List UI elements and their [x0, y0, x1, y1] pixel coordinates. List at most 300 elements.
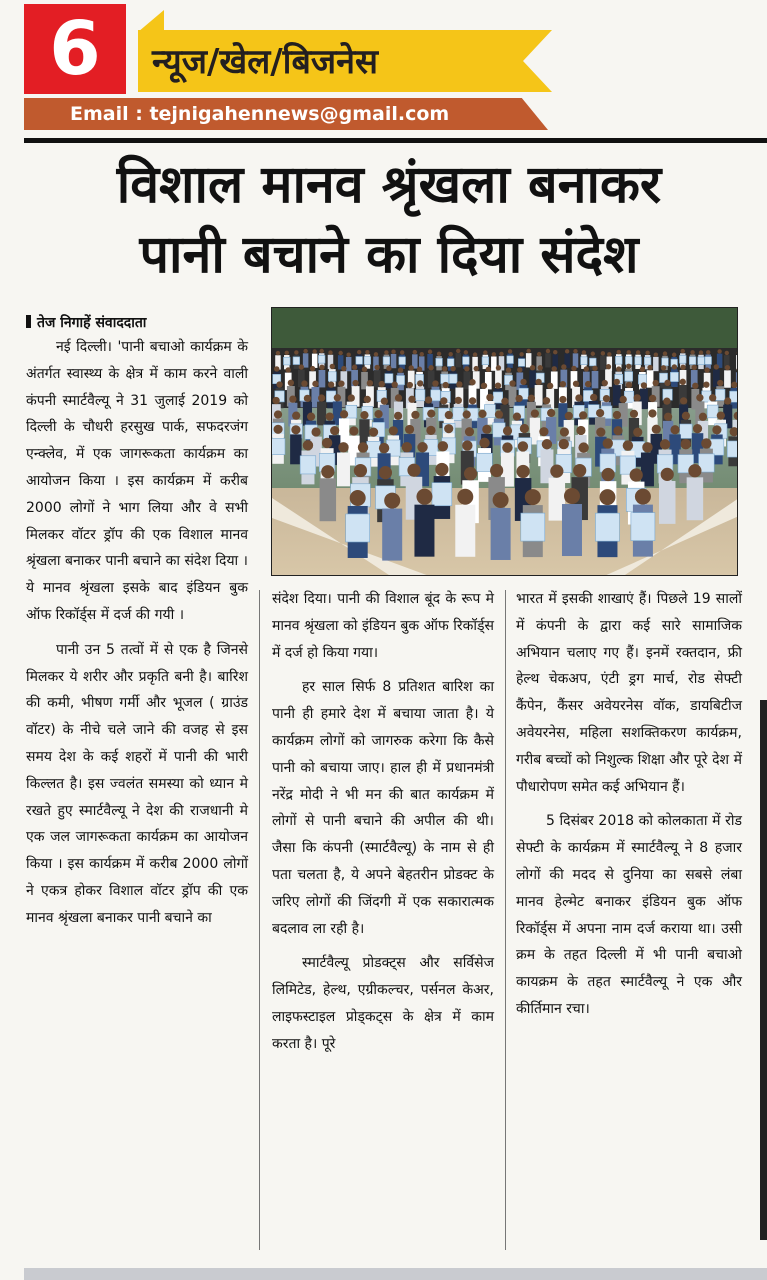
crowd-head [664, 380, 670, 386]
crowd-head [560, 427, 569, 436]
crowd-person [562, 504, 582, 556]
crowd-head [384, 350, 388, 354]
crowd-head [348, 394, 355, 401]
crowd-head [516, 395, 523, 402]
crowd-head [413, 350, 417, 354]
email-text: Email : tejnigahennews@gmail.com [70, 103, 450, 125]
crowd-head [681, 349, 685, 353]
crowd-person [337, 453, 350, 487]
paragraph: पानी उन 5 तत्वों में से एक है जिनसे मिलकर ये शरीर और प्रकृति बनी है। बारिश की कमी, भीषण गर्मी और भूजल ( ग्राउंड वॉटर) के नीचे चले जाने की वजह से इस समय देश के कई शहरों में पानी की भारी किल्लत है। इस ज्वलंत समस्या को ध्यान मे रखते हुए स्मार्टवैल्यू ने देश की राजधानी मे एक जल जागरूकता कार्यक्रम का आयोजन किया । इस कार्यक्रम में करीब 2000 लोगों ने एकत्र होकर विशाल वॉटर ड्रॉप की एक मानव श्रृंखला बनाकर पानी बचाने का [26, 641, 248, 926]
crowd-head [341, 366, 346, 371]
crowd-head [578, 442, 588, 452]
crowd-head [712, 425, 721, 434]
water-drop-placard [644, 357, 651, 365]
crowd-head [576, 426, 585, 435]
crowd-head [596, 409, 604, 417]
water-drop-placard [385, 374, 393, 383]
crowd-head [299, 364, 304, 369]
water-drop-placard [482, 357, 489, 365]
crowd-head [596, 428, 605, 437]
crowd-head [704, 367, 709, 372]
crowd-head [699, 413, 707, 421]
crowd-head [340, 410, 348, 418]
article-column-1 [26, 334, 248, 1249]
crowd-head [483, 350, 487, 354]
crowd-head [681, 439, 691, 449]
water-drop-placard [705, 357, 712, 365]
crowd-head [528, 395, 535, 402]
page-edge [760, 700, 767, 1240]
headline-line-1: विशाल मानव श्रृंखला बनाकर [116, 155, 662, 215]
paragraph: भारत में इसकी शाखाएं हैं। पिछले 19 सालों में कंपनी के द्वारा कई सारे सामाजिक अभियान चलाए गए हैं। इनमें रक्तदान, फ्री हेल्थ चेकअप, एंटी ड्रग मार्च, रोड सेफ्टी कैंपेन, कैंसर अवेयरनेस वॉक, डायबिटीज अवेयरनेस, महिला सशक्तिकरण कार्यक्रम, गरीब बच्चों को निशुल्क शिक्षा और पूरे देश में पौधारोपण समेत कई अभियान हैं। [516, 591, 742, 795]
news-photo [271, 307, 738, 576]
crowd-head [273, 425, 282, 434]
water-drop-placard [431, 390, 440, 401]
crowd-head [369, 428, 378, 437]
crowd-head [696, 394, 703, 401]
crowd-head [464, 467, 477, 480]
crowd-head [420, 352, 424, 356]
crowd-head [362, 367, 367, 372]
crowd-head [645, 351, 649, 355]
crowd-head [432, 380, 438, 386]
crowd-head [601, 351, 605, 355]
water-drop-placard [662, 358, 669, 366]
crowd-head [449, 352, 453, 356]
water-drop-placard [716, 389, 725, 400]
crowd-head [495, 382, 501, 388]
crowd-head [714, 364, 719, 369]
water-drop-placard [631, 513, 655, 541]
crowd-head [634, 394, 641, 401]
crowd-head [354, 464, 367, 477]
crowd-head [426, 426, 435, 435]
crowd-head [602, 468, 615, 481]
water-drop-placard [635, 357, 642, 365]
crowd-head [547, 409, 555, 417]
crowd-head [520, 424, 529, 433]
crowd-head [374, 410, 382, 418]
bottom-band [24, 1268, 767, 1280]
crowd-head [288, 380, 294, 386]
crowd-head [440, 397, 447, 404]
water-drop-placard [300, 456, 316, 474]
headline [24, 150, 754, 290]
crowd-head [394, 412, 402, 420]
section-title: न्यूज/खेल/बिजनेस [152, 42, 378, 82]
crowd-head [303, 440, 313, 450]
water-drop-placard [447, 359, 454, 367]
crowd-head [706, 350, 710, 354]
crowd-person [736, 355, 738, 369]
crowd-head [321, 465, 334, 478]
crowd-head [603, 395, 610, 402]
crowd-person [653, 357, 659, 371]
crowd-person [391, 354, 397, 368]
water-drop-placard [590, 358, 597, 366]
crowd-head [285, 351, 289, 355]
crowd-head [672, 364, 677, 369]
crowd-head [455, 397, 462, 404]
crowd-head [573, 349, 577, 353]
crowd-head [408, 396, 415, 403]
crowd-head [444, 424, 453, 433]
crowd-head [553, 350, 557, 354]
crowd-head [699, 350, 703, 354]
crowd-head [648, 409, 656, 417]
crowd-head [486, 367, 491, 372]
water-drop-placard [670, 372, 678, 381]
crowd-person [647, 370, 654, 387]
crowd-head [627, 350, 631, 354]
crowd-head [579, 411, 587, 419]
crowd-head [731, 382, 737, 388]
crowd-head [473, 352, 477, 356]
crowd-head [575, 394, 582, 401]
crowd-head [294, 350, 298, 354]
water-drop-placard [727, 441, 738, 457]
crowd-head [379, 466, 392, 479]
crowd-head [582, 350, 586, 354]
crowd-head [495, 410, 503, 418]
water-drop-placard [477, 453, 493, 471]
crowd-head [692, 383, 698, 389]
crowd-head [613, 426, 622, 435]
crowd-head [701, 438, 711, 448]
crowd-head [338, 442, 348, 452]
crowd-head [688, 464, 701, 477]
article-column-2 [272, 586, 494, 1254]
crowd-head [630, 468, 643, 481]
crowd-person [526, 353, 532, 367]
crowd-person [382, 509, 402, 561]
crowd-head [462, 440, 472, 450]
crowd-head [486, 394, 493, 401]
crowd-head [490, 464, 503, 477]
crowd-head [501, 398, 508, 405]
crowd-person [613, 385, 621, 406]
crowd-head [428, 350, 432, 354]
water-drop-placard [397, 375, 405, 384]
crowd-head [286, 367, 291, 372]
crowd-head [561, 364, 566, 369]
crowd-head [653, 380, 659, 386]
crowd-person [414, 505, 434, 557]
crowd-head [539, 427, 548, 436]
water-drop-placard [680, 424, 692, 438]
crowd-head [349, 426, 358, 435]
crowd-head [663, 397, 670, 404]
water-drop-placard [356, 357, 363, 365]
paragraph: संदेश दिया। पानी की विशाल बूंद के रूप मे मानव श्रृंखला को इंडियन बुक ऑफ रिकॉर्ड्स में दर्ज हो किया गया। [272, 591, 494, 661]
crowd-head [654, 352, 658, 356]
crowd-head [559, 396, 566, 403]
crowd-head [550, 465, 563, 478]
crowd-head [367, 380, 373, 386]
crowd-person [320, 478, 337, 521]
crowd-head [416, 489, 432, 505]
crowd-head [474, 366, 479, 371]
crowd-head [301, 380, 307, 386]
water-drop-placard [698, 357, 705, 365]
crowd-head [526, 349, 530, 353]
crowd-head [311, 427, 320, 436]
crowd-head [374, 352, 378, 356]
crowd-head [584, 366, 589, 371]
crowd-head [560, 381, 566, 387]
water-drop-placard [328, 372, 336, 381]
crowd-head [565, 349, 569, 353]
paragraph: 5 दिसंबर 2018 को कोलकाता में रोड सेफ्टी के कार्यक्रम में स्मार्टवैल्यू ने 8 हजार लोगों की मदद से दुनिया का सबसे लंबा मानव हेल्मेट बनाकर इंडियन बुक ऑफ रिकॉर्ड्स में अपना नाम दर्ज कराया था। उसी क्रम के तहत दिल्ली में भी पानी बचाओ कायक्रम के तहत स्मार्टवैल्यू ने एक और कीर्तिमान रचा। [516, 813, 742, 1017]
crowd-head [717, 380, 723, 386]
crowd-head [564, 488, 580, 504]
water-drop-placard [679, 356, 686, 364]
crowd-photo-illustration [272, 308, 738, 576]
crowd-head [312, 381, 318, 387]
crowd-head [352, 365, 357, 370]
byline-text: तेज निगाहें संवाददाता [37, 315, 147, 331]
crowd-head [400, 350, 404, 354]
crowd-head [502, 442, 512, 452]
crowd-head [417, 367, 422, 372]
crowd-head [725, 365, 730, 370]
crowd-head [417, 380, 423, 386]
crowd-head [442, 366, 447, 371]
paragraph: नई दिल्ली। 'पानी बचाओ कार्यक्रम के अंतर्गत स्वास्थ्य के क्षेत्र में काम करने वाली कंपनी स्मार्टवैल्यू ने 31 जुलाई 2019 को दिल्ली के चौधरी हरसुख पार्क, सफदरजंग एन्क्लेव, में एक जागरूकता कार्यक्रम का आयोजन किया । इस कार्यक्रम में करीब 2000 लोगों ने भाग लिया और वे सभी मिलकर वॉटर ड्रॉप की एक विशाल मानव श्रृंखला बनाकर पानी बचाने का संदेश दिया । ये मानव श्रृंखला इसके बाद इंडियन बुक ऑफ रिकॉर्ड्स में दर्ज की गयी । [26, 339, 248, 623]
crowd-head [538, 365, 543, 370]
crowd-head [599, 489, 615, 505]
water-drop-placard [415, 390, 424, 401]
crowd-head [690, 350, 694, 354]
water-drop-placard [625, 357, 632, 365]
crowd-head [352, 380, 358, 386]
water-drop-placard [318, 355, 325, 363]
water-drop-placard [436, 358, 443, 366]
crowd-head [469, 397, 476, 404]
crowd-head [276, 381, 282, 387]
crowd-head [506, 367, 511, 372]
crowd-head [338, 351, 342, 355]
crowd-head [518, 441, 528, 451]
crowd-head [663, 351, 667, 355]
crowd-head [559, 439, 569, 449]
crowd-head [607, 352, 611, 356]
crowd-head [546, 349, 550, 353]
crowd-head [276, 351, 280, 355]
crowd-head [692, 365, 697, 370]
crowd-head [457, 489, 473, 505]
crowd-head [664, 413, 672, 421]
crowd-head [543, 397, 550, 404]
crowd-head [670, 425, 679, 434]
crowd-head [411, 411, 419, 419]
crowd-head [273, 397, 280, 404]
crowd-head [620, 396, 627, 403]
crowd-head [381, 398, 388, 405]
crowd-head [312, 349, 316, 353]
crowd-head [346, 353, 350, 357]
crowd-head [613, 411, 621, 419]
crowd-head [303, 349, 307, 353]
crowd-head [379, 443, 389, 453]
crowd-head [318, 394, 325, 401]
crowd-head [478, 410, 486, 418]
crowd-head [519, 352, 523, 356]
crowd-head [463, 410, 471, 418]
water-drop-placard [689, 357, 696, 365]
crowd-person [600, 356, 606, 370]
page-number: 6 [24, 4, 126, 94]
crowd-head [405, 425, 414, 434]
water-drop-placard [625, 372, 633, 381]
crowd-head [626, 382, 632, 388]
crowd-head [503, 426, 512, 435]
water-drop-placard [463, 357, 470, 365]
water-drop-placard [449, 374, 457, 383]
crowd-head [652, 425, 661, 434]
crowd-head [535, 379, 541, 385]
crowd-head [319, 365, 324, 370]
crowd-head [660, 439, 670, 449]
crowd-head [552, 366, 557, 371]
water-drop-placard [518, 359, 525, 367]
crowd-head [717, 349, 721, 353]
crowd-head [391, 349, 395, 353]
crowd-head [602, 380, 608, 386]
crowd-head [725, 351, 729, 355]
crowd-head [395, 394, 402, 401]
crowd-head [649, 395, 656, 402]
crowd-person [592, 371, 599, 388]
crowd-head [328, 350, 332, 354]
crowd-head [445, 411, 453, 419]
crowd-head [626, 364, 631, 369]
crowd-head [703, 381, 709, 387]
crowd-head [479, 438, 489, 448]
crowd-person [339, 418, 349, 445]
crowd-head [407, 382, 413, 388]
crowd-head [428, 365, 433, 370]
crowd-head [630, 410, 638, 418]
crowd-head [425, 396, 432, 403]
crowd-head [330, 364, 335, 369]
crowd-head [304, 395, 311, 402]
crowd-head [469, 379, 475, 385]
crowd-head [482, 425, 491, 434]
crowd-head [450, 366, 455, 371]
byline-marker [26, 315, 31, 328]
crowd-head [585, 381, 591, 387]
crowd-head [508, 349, 512, 353]
crowd-head [310, 366, 315, 371]
crowd-head [614, 379, 620, 385]
crowd-head [389, 426, 398, 435]
crowd-head [464, 350, 468, 354]
crowd-head [640, 367, 645, 372]
crowd-head [661, 468, 674, 481]
crowd-person [641, 453, 654, 487]
crowd-head [709, 394, 716, 401]
crowd-head [693, 424, 702, 433]
water-drop-placard [707, 405, 718, 418]
crowd-person [491, 508, 511, 560]
crowd-head [384, 493, 400, 509]
crowd-head [672, 353, 676, 357]
paragraph: हर साल सिर्फ 8 प्रतिशत बारिश का पानी ही हमारे देश में बचाया जाता है। ये कार्यक्रम लोगों को जागरुक करेगा कि कैसे पानी को बचाया जाए। हाल ही में प्रधानमंत्री नरेंद्र मोदी ने भी मन की बात कार्यक्रम में लोगों से पानी बचाने की अपील की थी। जैसा कि कंपनी (स्मार्टवैल्यू) के नाम से ही पता चलता है, ये अपने बेहतरीन प्रोडक्ट के जरिए लोगों की जिंदगी में एक सकारात्मक बदलाव ला रही है। [272, 679, 494, 937]
crowd-head [328, 381, 334, 387]
crowd-head [292, 412, 300, 420]
crowd-head [565, 412, 573, 420]
water-drop-placard [507, 356, 514, 364]
crowd-head [606, 364, 611, 369]
crowd-head [456, 349, 460, 353]
water-drop-placard [399, 357, 406, 365]
crowd-head [274, 410, 282, 418]
crowd-head [496, 365, 501, 370]
crowd-head [513, 412, 521, 420]
article-column-3 [516, 586, 742, 1254]
crowd-head [636, 350, 640, 354]
crowd-head [641, 382, 647, 388]
crowd-head [326, 412, 334, 420]
crowd-head [592, 366, 597, 371]
crowd-head [717, 411, 725, 419]
crowd-head [334, 394, 341, 401]
crowd-head [573, 381, 579, 387]
crowd-head [517, 465, 530, 478]
water-drop-placard [293, 357, 300, 365]
water-drop-placard [595, 513, 619, 541]
crowd-person [545, 353, 551, 367]
crowd-head [530, 365, 535, 370]
headline-line-2: पानी बचाने का दिया संदेश [139, 225, 639, 285]
crowd-head [517, 367, 522, 372]
crowd-head [409, 365, 414, 370]
crowd-head [499, 352, 503, 356]
crowd-head [443, 382, 449, 388]
crowd-head [392, 381, 398, 387]
water-drop-placard [346, 514, 370, 542]
water-drop-placard [521, 513, 545, 541]
crowd-head [330, 426, 339, 435]
crowd-head [642, 442, 652, 452]
paragraph: स्मार्टवैल्यू प्रोडक्ट्स और सर्विसेज लिमिटेड, हेल्थ, एग्रीकल्चर, पर्सनल केअर, लाइफस्टाइल प्रोड्कट्स के क्षेत्र में काम करता है। पूरे [272, 955, 494, 1052]
crowd-head [603, 438, 613, 448]
crowd-head [417, 442, 427, 452]
crowd-head [680, 379, 686, 385]
column-divider [259, 590, 260, 1250]
water-drop-placard [383, 357, 390, 365]
crowd-head [379, 381, 385, 387]
crowd-head [531, 409, 539, 417]
crowd-head [682, 412, 690, 420]
crowd-head [481, 383, 487, 389]
crowd-head [289, 395, 296, 402]
byline [26, 312, 266, 334]
crowd-person [303, 353, 309, 367]
crowd-head [590, 394, 597, 401]
crowd-head [386, 366, 391, 371]
water-drop-placard [615, 356, 622, 364]
crowd-head [307, 412, 315, 420]
crowd-head [427, 409, 435, 417]
crowd-head [365, 350, 369, 354]
crowd-head [456, 381, 462, 387]
crowd-head [547, 383, 553, 389]
crowd-head [398, 367, 403, 372]
crowd-person [573, 353, 579, 367]
crowd-head [435, 463, 448, 476]
